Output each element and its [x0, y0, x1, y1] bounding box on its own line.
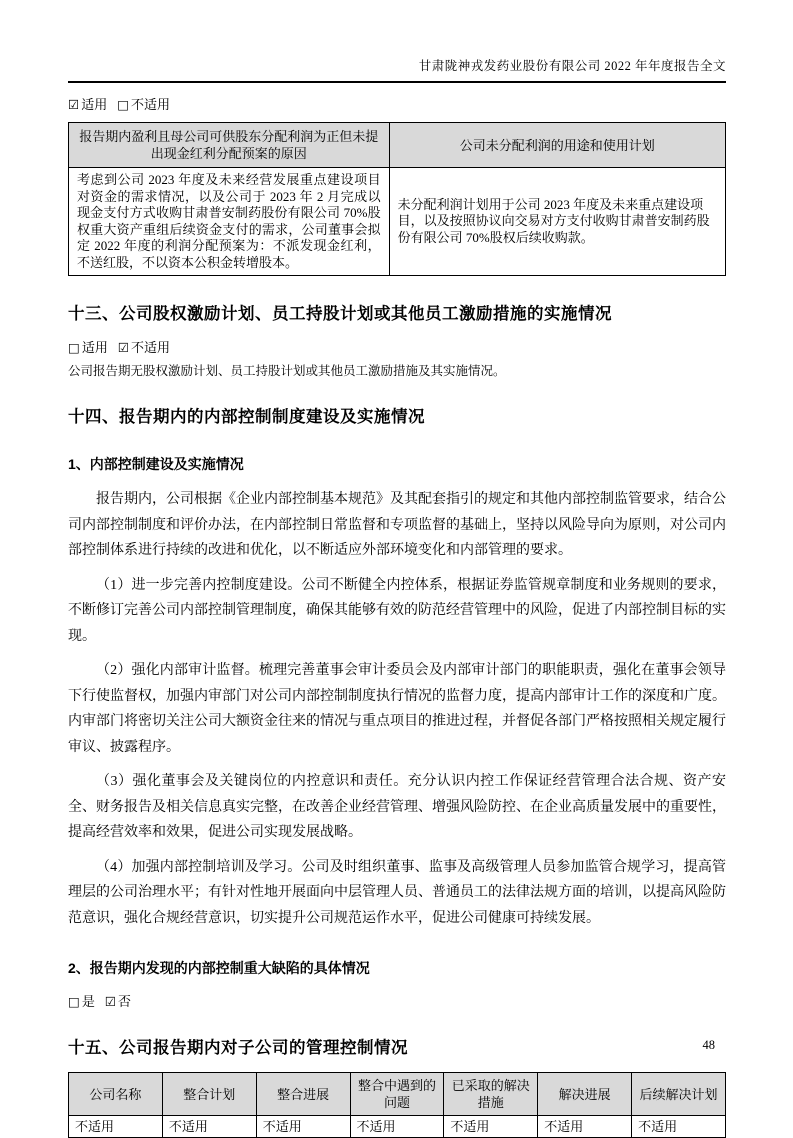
- not-applicable-option: [118, 340, 170, 355]
- checkbox-checked-icon: ☑: [68, 97, 80, 112]
- applicable-label: 适用: [81, 97, 108, 112]
- no-label: 否: [118, 994, 132, 1009]
- checkbox-unchecked-icon: □: [68, 994, 80, 1009]
- yes-option: [68, 994, 95, 1009]
- section-13-note: 公司报告期无股权激励计划、员工持股计划或其他员工激励措施及其实施情况。: [68, 364, 506, 378]
- not-applicable-option: [117, 97, 170, 112]
- cell-company-name: 不适用: [69, 1116, 163, 1138]
- checkbox-unchecked-icon: □: [117, 97, 130, 112]
- section-13-applicability-line: [68, 339, 726, 356]
- not-applicable-label: 不适用: [131, 97, 171, 112]
- internal-control-paragraph: 报告期内，公司根据《企业内部控制基本规范》及其配套指引的规定和其他内部控制监管要求，结合公司内部控制制度和评价办法，在内部控制日常监督和专项监督的基础上，坚持以风险导向为原则，对公司内部控制体系进行持续的改进和优化，以不断适应外部环境变化和内部管理的要求。: [68, 492, 726, 558]
- internal-control-paragraph: （4）加强内部控制培训及学习。公司及时组织董事、监事及高级管理人员参加监管合规学习，提高管理层的公司治理水平；有针对性地开展面向中层管理人员、普通员工的法律法规方面的培训，以提高风险防范意识，强化合规经营意识，切实提升公司规范运作水平，促进公司健康可持续发展。: [68, 859, 726, 926]
- header-solutions-taken: 已采取的解决措施: [444, 1073, 538, 1116]
- dividend-plan-cell: 未分配利润计划用于公司 2023 年度及未来重点建设项目，以及按照协议向交易对方支付收购甘肃普安制药股份有限公司 70%股权后续收购款。: [389, 168, 725, 276]
- dividend-table: [68, 122, 726, 276]
- checkbox-checked-icon: ☑: [117, 340, 130, 355]
- header-follow-up-plan: 后续解决计划: [632, 1073, 726, 1116]
- cell-integration-progress: 不适用: [256, 1116, 350, 1138]
- dividend-table-header-reason: 报告期内盈利且母公司可供股东分配利润为正但未提出现金红利分配预案的原因: [69, 123, 390, 168]
- internal-control-paragraph: （1）进一步完善内控制度建设。公司不断健全内控体系，根据证券监管规章制度和业务规则的要求，不断修订完善公司内部控制管理制度，确保其能够有效的防范经营管理中的风险，促进了内部控制目标的实现。: [68, 577, 726, 644]
- header-integration-plan: 整合计划: [162, 1073, 256, 1116]
- header-problems-encountered: 整合中遇到的问题: [350, 1073, 444, 1116]
- yes-label: 是: [81, 994, 95, 1009]
- table-row: [69, 168, 726, 276]
- section-14-sub-1-title: 1、内部控制建设及实施情况: [68, 456, 244, 472]
- section-13-title: 十三、公司股权激励计划、员工持股计划或其他员工激励措施的实施情况: [68, 305, 612, 323]
- not-applicable-label: 不适用: [131, 340, 171, 355]
- checkbox-unchecked-icon: □: [68, 340, 80, 355]
- subsidiary-table-header-row: [69, 1073, 726, 1116]
- header-integration-progress: 整合进展: [256, 1073, 350, 1116]
- major-defect-yes-no-line: [68, 993, 726, 1010]
- section-14-sub-2-title: 2、报告期内发现的内部控制重大缺陷的具体情况: [68, 960, 370, 976]
- no-option: [105, 994, 131, 1009]
- cell-solution-progress: 不适用: [538, 1116, 632, 1138]
- cell-solutions-taken: 不适用: [444, 1116, 538, 1138]
- section-15-title: 十五、公司报告期内对子公司的管理控制情况: [68, 1039, 408, 1057]
- dividend-table-header-plan: 公司未分配利润的用途和使用计划: [389, 123, 725, 168]
- dividend-reason-cell: 考虑到公司 2023 年度及未来经营发展重点建设项目对资金的需求情况，以及公司于 2023 年 2 月完成以现金支付方式收购甘肃普安制药股份有限公司 70%股权重大资产重组后续资金支付的需求，公司董事会拟定 2022 年度的利润分配预案为：不派发现金红利，不送红股，不以资本公积金转增股本。: [69, 168, 390, 276]
- checkbox-checked-icon: ☑: [104, 994, 117, 1009]
- header-company-name: 公司名称: [69, 1073, 163, 1116]
- subsidiary-control-table: [68, 1072, 726, 1138]
- table-row: [69, 1116, 726, 1138]
- cell-follow-up-plan: 不适用: [632, 1116, 726, 1138]
- applicable-label: 适用: [81, 340, 108, 355]
- internal-control-paragraph: （3）强化董事会及关键岗位的内控意识和责任。充分认识内控工作保证经营管理合法合规、资产安全、财务报告及相关信息真实完整，在改善企业经营管理、增强风险防控、在企业高质量发展中的重要性，提高经营效率和效果，促进公司实现发展战略。: [68, 774, 726, 840]
- page-header: [68, 0, 726, 83]
- page-header-title: 甘肃陇神戎发药业股份有限公司 2022 年年度报告全文: [418, 59, 726, 73]
- internal-control-paragraph: （2）强化内部审计监督。梳理完善董事会审计委员会及内部审计部门的职能职责，强化在董事会领导下行使监督权，加强内审部门对公司内部控制制度执行情况的监督力度，提高内部审计工作的深度和广度。内审部门将密切关注公司大额资金往来的情况与重点项目的推进过程，并督促各部门严格按照相关规定履行审议、披露程序。: [68, 663, 726, 755]
- cell-problems-encountered: 不适用: [350, 1116, 444, 1138]
- dividend-applicability-line: [68, 96, 726, 113]
- dividend-table-header-row: [69, 123, 726, 168]
- applicable-option: [68, 340, 108, 355]
- section-14-title: 十四、报告期内的内部控制制度建设及实施情况: [68, 408, 425, 426]
- cell-integration-plan: 不适用: [162, 1116, 256, 1138]
- applicable-option: [68, 97, 107, 112]
- header-solution-progress: 解决进展: [538, 1073, 632, 1116]
- page-number: 48: [702, 1038, 715, 1052]
